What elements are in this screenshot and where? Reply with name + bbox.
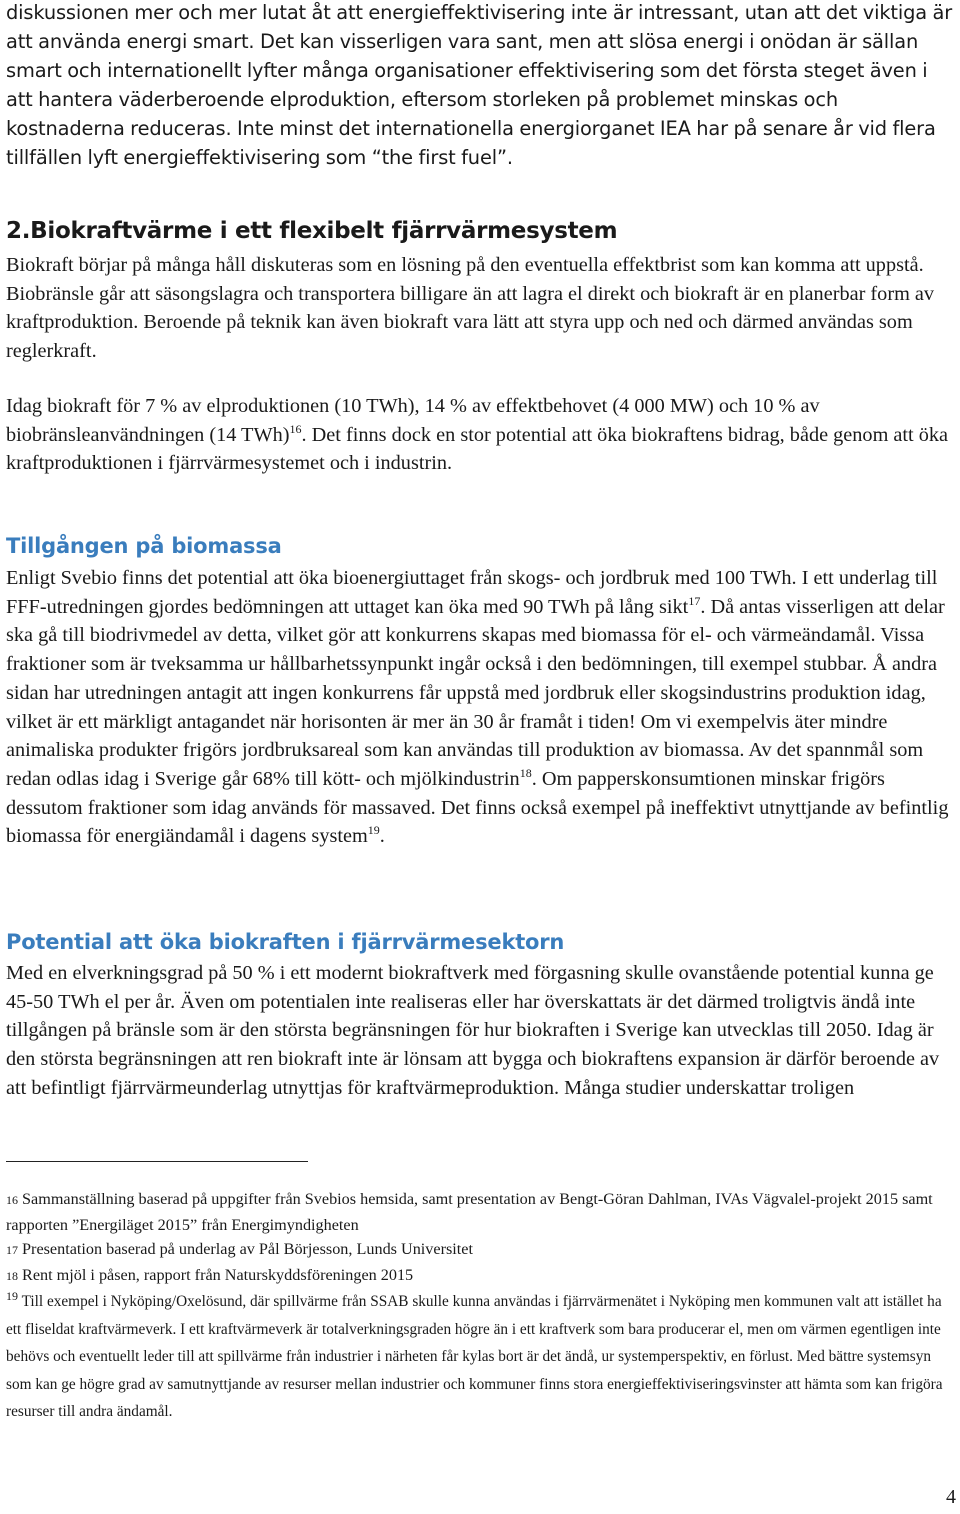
footnote-19-number: 19 bbox=[6, 1288, 18, 1303]
footnotes bbox=[6, 1187, 954, 1426]
biomass-section bbox=[6, 532, 958, 851]
biomass-text-b: . Då antas visserligen att delar ska gå till biodrivmedel av detta, vilket gör att konkurrens skapas med biomassa för el- och värmeändamål. Vissa fraktioner som är tveksamma ur hållbarhetssynpunkt ingår också i den bedömningen, till exempel stubbar. Å andra sidan har utredningen antagit att ingen konkurrens får uppstå med jordbruk eller skogsindustrins produktion idag, vilket är ett märkligt antagandet när horisonten är mer än 30 år framåt i tiden! Om vi exempelvis äter mindre animaliska produkter frigörs jordbruksareal som kan användas till produktion av biomassa. Av det spannmål som redan odlas idag i Sverige går 68% till kött- och mjölkindustrin bbox=[6, 595, 945, 790]
biomass-text-c: . Om papperskonsumtionen minskar frigörs dessutom fraktioner som idag används för massaved. Det finns också exempel på ineffektivt utnyttjande av befintlig biomassa för energiändamål i dagens system bbox=[6, 767, 949, 848]
potential-heading: Potential att öka biokraften i fjärrvärmesektorn bbox=[6, 930, 565, 954]
section-2-paragraph-2-text-a: Idag biokraft för 7 % av elproduktionen (10 TWh), 14 % av effektbehovet (4 000 MW) och 10 % av biobränsleanvändningen (14 TWh) bbox=[6, 394, 820, 446]
footnote-18-number: 18 bbox=[6, 1268, 18, 1283]
footnote-divider bbox=[6, 1161, 308, 1162]
potential-section bbox=[6, 928, 958, 1103]
page-number: 4 bbox=[946, 1486, 956, 1508]
footnote-16 bbox=[6, 1187, 954, 1237]
biomass-heading: Tillgången på biomassa bbox=[6, 534, 282, 558]
footnote-17 bbox=[6, 1237, 954, 1263]
intro-text: att använda energi smart. Det kan visserligen vara sant, men att slösa energi i onödan är sällan smart och internationellt lyfter många organisationer effektivisering som det första steget även i att hantera väderberoende elproduktion, eftersom storleken på problemet minskas och kostnaderna reduceras. Inte minst det internationella energiorganet IEA har på senare år vid flera tillfällen lyft energieffektivisering som “the first fuel”. bbox=[6, 30, 936, 169]
section-2-paragraph-2-text-b: . Det finns dock en stor potential att öka biokraftens bidrag, både genom att öka kraftproduktionen i fjärrvärmesystemet och i industrin. bbox=[6, 423, 949, 475]
intro-paragraph bbox=[6, 0, 958, 172]
biomass-paragraph bbox=[6, 564, 958, 851]
section-2-paragraph-1: Biokraft börjar på många håll diskuteras som en lösning på den eventuella effektbrist som kan komma att uppstå. Biobränsle går att säsongslagra och transportera billigare än att lagra el direkt och biokraft är en planerbar form av kraftproduktion. Beroende på teknik kan även biokraft vara lätt att styra upp och ned och därmed användas som reglerkraft. bbox=[6, 254, 935, 363]
section-2-paragraph-2 bbox=[6, 392, 958, 478]
footnote-16-number: 16 bbox=[6, 1193, 18, 1207]
footnote-ref-17[interactable]: 17 bbox=[688, 593, 701, 608]
biomass-text-d: . bbox=[379, 825, 385, 848]
footnote-16-text: Sammanställning baserad på uppgifter från Svebios hemsida, samt presentation av Bengt-Göran Dahlman, IVAs Vägvalel-projekt 2015 samt rapporten ”Energiläget 2015” från Energimyndigheten bbox=[6, 1190, 933, 1234]
footnote-ref-19[interactable]: 19 bbox=[367, 823, 380, 838]
footnote-18 bbox=[6, 1263, 954, 1289]
potential-paragraph: Med en elverkningsgrad på 50 % i ett modernt biokraftverk med förgasning skulle ovanstående potential kunna ge 45-50 TWh el per år. Även om potentialen inte realiseras eller har överskattats är det därmed troligtvis ändå inte tillgången på bränsle som är den största begränsningen för hur biokraften i Sverige kan utvecklas till 2050. Idag är den största begränsningen att ren biokraft inte är lönsam att bygga och biokraftens expansion är därför beroende av att befintligt fjärrvärmeunderlag utnyttjas för kraftvärmeproduktion. Många studier underskattar troligen bbox=[6, 962, 940, 1099]
footnote-17-text: Presentation baserad på underlag av Pål Börjesson, Lunds Universitet bbox=[22, 1240, 473, 1258]
section-2 bbox=[6, 216, 958, 478]
footnote-18-text: Rent mjöl i påsen, rapport från Naturskyddsföreningen 2015 bbox=[22, 1265, 414, 1284]
section-2-heading: 2.Biokraftvärme i ett flexibelt fjärrvärmesystem bbox=[6, 218, 618, 244]
footnote-19 bbox=[6, 1288, 954, 1426]
footnote-ref-18[interactable]: 18 bbox=[519, 766, 532, 781]
footnote-17-number: 17 bbox=[6, 1243, 18, 1257]
biomass-text-a: Enligt Svebio finns det potential att öka bioenergiuttaget från skogs- och jordbruk med 100 TWh. I ett underlag till FFF-utredningen gjordes bedömningen att uttaget kan öka med 90 TWh på lång sikt bbox=[6, 567, 938, 618]
intro-line-1: diskussionen mer och mer lutat åt att energieffektivisering inte är intressant, utan att det viktiga är bbox=[6, 1, 953, 24]
footnote-19-text: Till exempel i Nyköping/Oxelösund, där spillvärme från SSAB skulle kunna användas i fjärrvärmenätet i Nyköping men kommunen valt att istället ha ett fliseldat kraftvärmeverk. I ett kraftvärmeverk är totalverkningsgraden högre än i ett kraftverk som bara producerar el, men om värmen egentligen inte behövs och eventuellt leder till att spillvärme från industrier i närheten får kylas bort är det ändå, ur systemperspektiv, en förlust. Med bättre systemsyn som kan ge högre grad av samutnyttjande av resurser mellan industrier och kommuner finns stora energieffektiviseringsvinster att hämta som kan frigöra resurser till andra ändamål. bbox=[6, 1293, 943, 1420]
footnote-ref-16[interactable]: 16 bbox=[289, 421, 302, 436]
